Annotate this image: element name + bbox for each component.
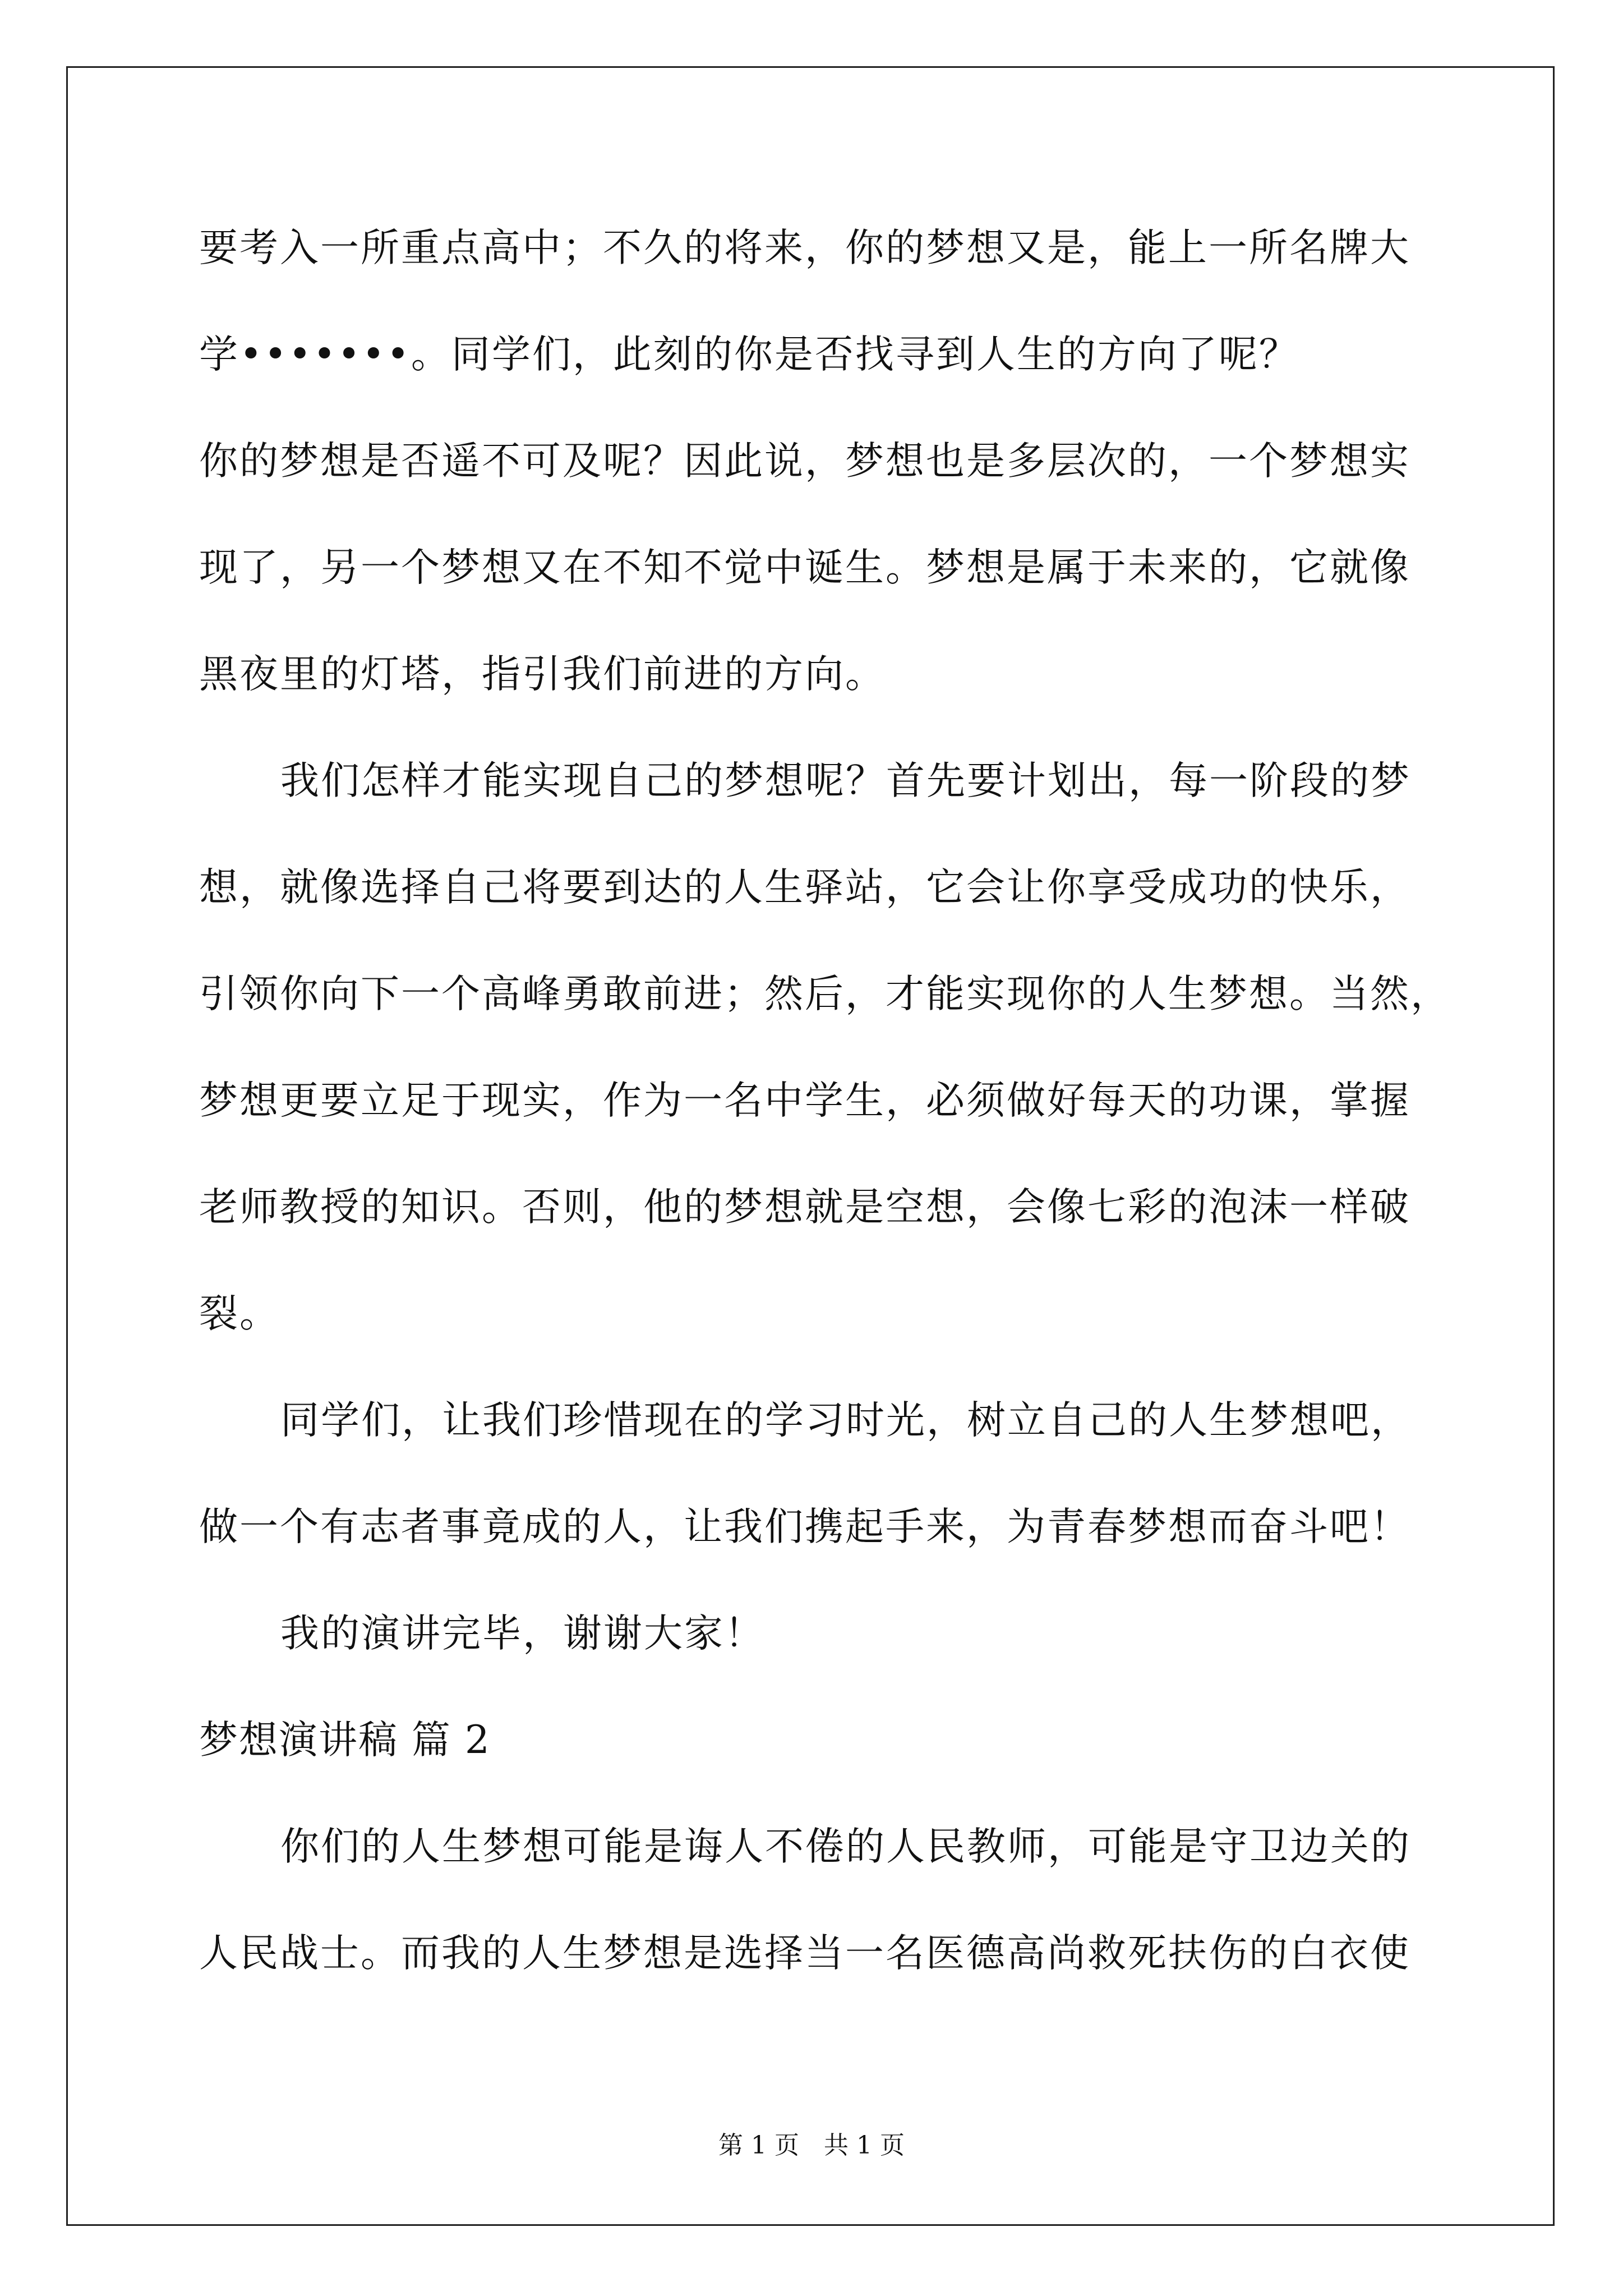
page-number-footer: 第 1 页 共 1 页: [718, 2131, 905, 2160]
text-line: 黑夜里的灯塔，指引我们前进的方向。: [199, 652, 886, 697]
text-line: 引领你向下一个高峰勇敢前进；然后，才能实现你的人生梦想。当然，: [199, 972, 1451, 1016]
text-line: 人民战士。而我的人生梦想是选择当一名医德高尚救死扶伤的白衣使: [199, 1931, 1410, 1976]
closing-line: 我的演讲完毕，谢谢大家！: [280, 1611, 765, 1656]
text-line: 老师教授的知识。否则，他的梦想就是空想，会像七彩的泡沫一样破: [199, 1185, 1410, 1230]
text-line: 梦想更要立足于现实，作为一名中学生，必须做好每天的功课，掌握: [199, 1078, 1410, 1123]
paragraph-first-line: 你们的人生梦想可能是诲人不倦的人民教师，可能是守卫边关的: [280, 1824, 1411, 1869]
text-line: 做一个有志者事竟成的人，让我们携起手来，为青春梦想而奋斗吧！: [199, 1504, 1410, 1549]
text-line: 现了，另一个梦想又在不知不觉中诞生。梦想是属于未来的，它就像: [199, 545, 1410, 590]
text-line: 要考入一所重点高中；不久的将来，你的梦想又是，能上一所名牌大: [199, 226, 1410, 270]
text-line: 裂。: [199, 1291, 280, 1336]
text-line: 学•••••••。同学们，此刻的你是否找寻到人生的方向了呢？: [199, 332, 1299, 377]
text-line: 想，就像选择自己将要到达的人生驿站，它会让你享受成功的快乐，: [199, 865, 1410, 910]
document-body: [199, 217, 1451, 2040]
paragraph-first-line: 我们怎样才能实现自己的梦想呢？首先要计划出，每一阶段的梦: [280, 758, 1411, 803]
section-heading: 梦想演讲稿 篇 2: [199, 1718, 491, 1763]
paragraph-first-line: 同学们，让我们珍惜现在的学习时光，树立自己的人生梦想吧，: [280, 1398, 1411, 1443]
text-line: 你的梦想是否遥不可及呢？因此说，梦想也是多层次的，一个梦想实: [199, 439, 1410, 484]
